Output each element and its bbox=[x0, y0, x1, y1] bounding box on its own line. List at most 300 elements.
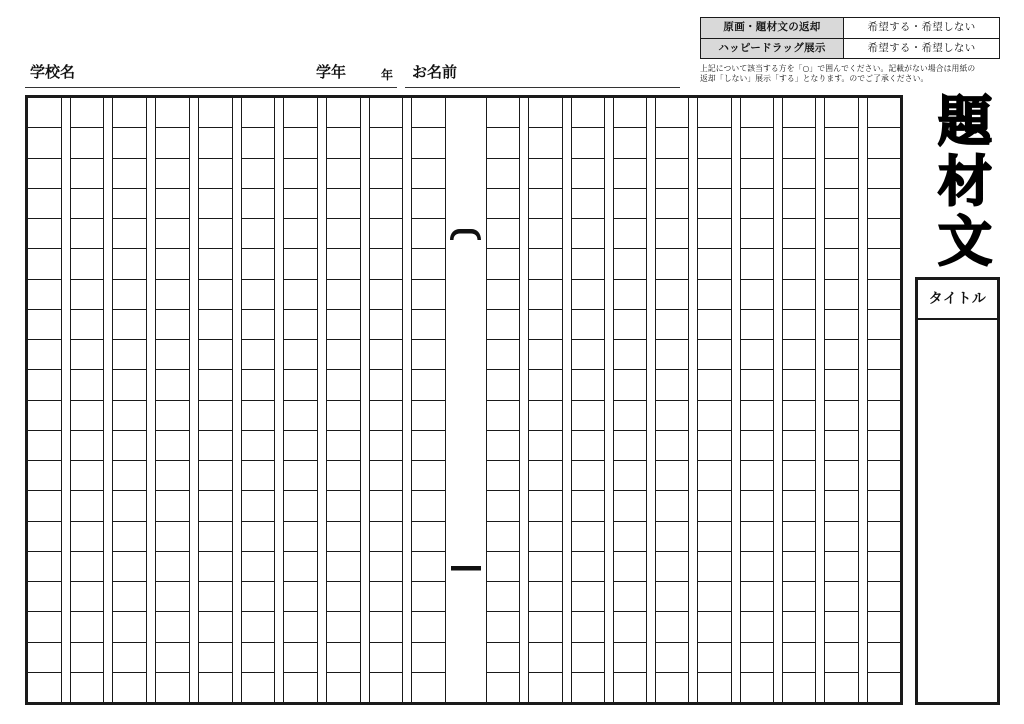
grid-cell[interactable] bbox=[284, 461, 317, 491]
grid-cell[interactable] bbox=[656, 310, 688, 340]
grid-cell[interactable] bbox=[825, 310, 857, 340]
grid-cell[interactable] bbox=[487, 673, 519, 702]
grid-cell[interactable] bbox=[113, 219, 146, 249]
grid-cell[interactable] bbox=[741, 370, 773, 400]
grid-cell[interactable] bbox=[28, 340, 61, 370]
grid-cell[interactable] bbox=[572, 370, 604, 400]
grid-cell[interactable] bbox=[412, 582, 445, 612]
grid-cell[interactable] bbox=[656, 673, 688, 702]
grid-cell[interactable] bbox=[529, 370, 561, 400]
grid-cell[interactable] bbox=[614, 370, 646, 400]
grid-cell[interactable] bbox=[156, 582, 189, 612]
grid-cell[interactable] bbox=[614, 461, 646, 491]
grid-cell[interactable] bbox=[71, 280, 104, 310]
grid-cell[interactable] bbox=[412, 491, 445, 521]
grid-cell[interactable] bbox=[868, 522, 900, 552]
grid-cell[interactable] bbox=[698, 552, 730, 582]
grid-cell[interactable] bbox=[71, 249, 104, 279]
grid-cell[interactable] bbox=[156, 461, 189, 491]
grid-cell[interactable] bbox=[868, 340, 900, 370]
grid-cell[interactable] bbox=[529, 401, 561, 431]
grid-cell[interactable] bbox=[28, 280, 61, 310]
grid-cell[interactable] bbox=[868, 582, 900, 612]
grid-cell[interactable] bbox=[412, 370, 445, 400]
grid-cell[interactable] bbox=[199, 401, 232, 431]
grid-cell[interactable] bbox=[572, 98, 604, 128]
grid-cell[interactable] bbox=[284, 310, 317, 340]
grid-cell[interactable] bbox=[487, 491, 519, 521]
grid-cell[interactable] bbox=[28, 128, 61, 158]
grid-cell[interactable] bbox=[412, 401, 445, 431]
grid-cell[interactable] bbox=[741, 401, 773, 431]
grid-cell[interactable] bbox=[327, 340, 360, 370]
grid-cell[interactable] bbox=[698, 401, 730, 431]
grid-cell[interactable] bbox=[284, 249, 317, 279]
grid-cell[interactable] bbox=[783, 310, 815, 340]
grid-cell[interactable] bbox=[327, 612, 360, 642]
grid-cell[interactable] bbox=[529, 552, 561, 582]
grid-cell[interactable] bbox=[487, 431, 519, 461]
grid-cell[interactable] bbox=[487, 280, 519, 310]
grid-cell[interactable] bbox=[741, 612, 773, 642]
grid-cell[interactable] bbox=[656, 249, 688, 279]
grid-cell[interactable] bbox=[698, 159, 730, 189]
grid-cell[interactable] bbox=[370, 552, 403, 582]
grid-cell[interactable] bbox=[242, 582, 275, 612]
grid-cell[interactable] bbox=[156, 522, 189, 552]
grid-cell[interactable] bbox=[113, 582, 146, 612]
grid-cell[interactable] bbox=[529, 128, 561, 158]
grid-cell[interactable] bbox=[242, 98, 275, 128]
grid-cell[interactable] bbox=[868, 128, 900, 158]
grid-cell[interactable] bbox=[487, 643, 519, 673]
grid-cell[interactable] bbox=[412, 128, 445, 158]
grid-cell[interactable] bbox=[199, 491, 232, 521]
grid-cell[interactable] bbox=[412, 673, 445, 702]
grid-cell[interactable] bbox=[698, 522, 730, 552]
grid-cell[interactable] bbox=[656, 612, 688, 642]
grid-cell[interactable] bbox=[370, 673, 403, 702]
grid-cell[interactable] bbox=[698, 219, 730, 249]
grid-cell[interactable] bbox=[572, 673, 604, 702]
grid-cell[interactable] bbox=[656, 552, 688, 582]
grid-cell[interactable] bbox=[242, 189, 275, 219]
grid-cell[interactable] bbox=[698, 491, 730, 521]
grid-cell[interactable] bbox=[199, 219, 232, 249]
grid-cell[interactable] bbox=[156, 612, 189, 642]
grid-cell[interactable] bbox=[242, 673, 275, 702]
grid-cell[interactable] bbox=[698, 370, 730, 400]
grid-cell[interactable] bbox=[529, 673, 561, 702]
grid-cell[interactable] bbox=[825, 552, 857, 582]
grid-cell[interactable] bbox=[572, 189, 604, 219]
grid-cell[interactable] bbox=[529, 159, 561, 189]
grid-cell[interactable] bbox=[412, 219, 445, 249]
grid-cell[interactable] bbox=[825, 370, 857, 400]
grid-cell[interactable] bbox=[614, 128, 646, 158]
grade-field[interactable] bbox=[349, 65, 379, 86]
grid-cell[interactable] bbox=[327, 249, 360, 279]
grid-cell[interactable] bbox=[656, 522, 688, 552]
grid-cell[interactable] bbox=[412, 98, 445, 128]
grid-cell[interactable] bbox=[199, 673, 232, 702]
grid-cell[interactable] bbox=[529, 219, 561, 249]
grid-cell[interactable] bbox=[572, 128, 604, 158]
grid-cell[interactable] bbox=[284, 401, 317, 431]
grid-cell[interactable] bbox=[529, 582, 561, 612]
grid-cell[interactable] bbox=[242, 340, 275, 370]
grid-cell[interactable] bbox=[783, 128, 815, 158]
grid-cell[interactable] bbox=[156, 491, 189, 521]
grid-cell[interactable] bbox=[28, 522, 61, 552]
grid-cell[interactable] bbox=[156, 340, 189, 370]
grid-cell[interactable] bbox=[327, 552, 360, 582]
grid-cell[interactable] bbox=[614, 280, 646, 310]
grid-cell[interactable] bbox=[868, 98, 900, 128]
grid-cell[interactable] bbox=[71, 310, 104, 340]
grid-cell[interactable] bbox=[572, 582, 604, 612]
grid-cell[interactable] bbox=[741, 128, 773, 158]
grid-cell[interactable] bbox=[825, 612, 857, 642]
grid-cell[interactable] bbox=[370, 128, 403, 158]
grid-cell[interactable] bbox=[529, 431, 561, 461]
grid-cell[interactable] bbox=[242, 431, 275, 461]
grid-cell[interactable] bbox=[698, 249, 730, 279]
grid-cell[interactable] bbox=[825, 340, 857, 370]
grid-cell[interactable] bbox=[614, 219, 646, 249]
grid-cell[interactable] bbox=[487, 98, 519, 128]
grid-cell[interactable] bbox=[487, 128, 519, 158]
grid-cell[interactable] bbox=[529, 189, 561, 219]
grid-cell[interactable] bbox=[656, 582, 688, 612]
grid-cell[interactable] bbox=[825, 582, 857, 612]
grid-cell[interactable] bbox=[284, 219, 317, 249]
grid-cell[interactable] bbox=[370, 189, 403, 219]
grid-cell[interactable] bbox=[572, 491, 604, 521]
grid-cell[interactable] bbox=[327, 159, 360, 189]
grid-cell[interactable] bbox=[614, 98, 646, 128]
grid-cell[interactable] bbox=[199, 612, 232, 642]
grid-cell[interactable] bbox=[614, 159, 646, 189]
grid-cell[interactable] bbox=[370, 340, 403, 370]
grid-cell[interactable] bbox=[783, 431, 815, 461]
grid-cell[interactable] bbox=[614, 491, 646, 521]
grid-cell[interactable] bbox=[825, 673, 857, 702]
grid-cell[interactable] bbox=[412, 431, 445, 461]
grid-cell[interactable] bbox=[199, 370, 232, 400]
grid-cell[interactable] bbox=[529, 280, 561, 310]
grid-cell[interactable] bbox=[614, 431, 646, 461]
grid-cell[interactable] bbox=[327, 98, 360, 128]
grid-cell[interactable] bbox=[156, 159, 189, 189]
grid-cell[interactable] bbox=[656, 189, 688, 219]
grid-cell[interactable] bbox=[242, 491, 275, 521]
grid-cell[interactable] bbox=[656, 431, 688, 461]
grid-cell[interactable] bbox=[327, 431, 360, 461]
grid-cell[interactable] bbox=[242, 249, 275, 279]
grid-cell[interactable] bbox=[28, 370, 61, 400]
grid-cell[interactable] bbox=[741, 159, 773, 189]
grid-cell[interactable] bbox=[327, 673, 360, 702]
grid-cell[interactable] bbox=[113, 128, 146, 158]
grid-cell[interactable] bbox=[868, 643, 900, 673]
grid-cell[interactable] bbox=[783, 461, 815, 491]
grid-cell[interactable] bbox=[327, 643, 360, 673]
grid-cell[interactable] bbox=[242, 643, 275, 673]
grid-cell[interactable] bbox=[868, 673, 900, 702]
grid-cell[interactable] bbox=[741, 98, 773, 128]
grid-cell[interactable] bbox=[199, 249, 232, 279]
grid-cell[interactable] bbox=[656, 370, 688, 400]
grid-cell[interactable] bbox=[242, 522, 275, 552]
grid-cell[interactable] bbox=[71, 128, 104, 158]
grid-cell[interactable] bbox=[284, 98, 317, 128]
grid-cell[interactable] bbox=[284, 189, 317, 219]
grid-cell[interactable] bbox=[370, 612, 403, 642]
grid-cell[interactable] bbox=[156, 431, 189, 461]
grid-cell[interactable] bbox=[113, 522, 146, 552]
grid-cell[interactable] bbox=[656, 280, 688, 310]
grid-cell[interactable] bbox=[614, 612, 646, 642]
grid-cell[interactable] bbox=[825, 189, 857, 219]
grid-cell[interactable] bbox=[783, 522, 815, 552]
grid-cell[interactable] bbox=[412, 643, 445, 673]
grid-cell[interactable] bbox=[487, 189, 519, 219]
grid-cell[interactable] bbox=[529, 491, 561, 521]
grid-cell[interactable] bbox=[868, 159, 900, 189]
grid-cell[interactable] bbox=[242, 280, 275, 310]
grid-cell[interactable] bbox=[242, 219, 275, 249]
grid-cell[interactable] bbox=[113, 431, 146, 461]
grid-cell[interactable] bbox=[868, 612, 900, 642]
grid-cell[interactable] bbox=[28, 582, 61, 612]
grid-cell[interactable] bbox=[242, 128, 275, 158]
grid-cell[interactable] bbox=[199, 461, 232, 491]
grid-cell[interactable] bbox=[741, 189, 773, 219]
grid-cell[interactable] bbox=[698, 643, 730, 673]
grid-cell[interactable] bbox=[327, 189, 360, 219]
grid-cell[interactable] bbox=[242, 461, 275, 491]
grid-cell[interactable] bbox=[370, 643, 403, 673]
grid-cell[interactable] bbox=[741, 219, 773, 249]
grid-cell[interactable] bbox=[572, 552, 604, 582]
grid-cell[interactable] bbox=[741, 340, 773, 370]
grid-cell[interactable] bbox=[868, 401, 900, 431]
grid-cell[interactable] bbox=[327, 219, 360, 249]
grid-cell[interactable] bbox=[572, 219, 604, 249]
grid-cell[interactable] bbox=[529, 249, 561, 279]
grid-cell[interactable] bbox=[487, 461, 519, 491]
grid-cell[interactable] bbox=[614, 340, 646, 370]
grid-cell[interactable] bbox=[572, 461, 604, 491]
grid-cell[interactable] bbox=[71, 643, 104, 673]
grid-cell[interactable] bbox=[412, 522, 445, 552]
grid-cell[interactable] bbox=[284, 673, 317, 702]
grid-cell[interactable] bbox=[825, 431, 857, 461]
grid-cell[interactable] bbox=[614, 522, 646, 552]
grid-cell[interactable] bbox=[572, 431, 604, 461]
grid-cell[interactable] bbox=[113, 673, 146, 702]
grid-cell[interactable] bbox=[71, 491, 104, 521]
grid-cell[interactable] bbox=[284, 643, 317, 673]
grid-cell[interactable] bbox=[28, 673, 61, 702]
grid-cell[interactable] bbox=[572, 522, 604, 552]
grid-cell[interactable] bbox=[113, 98, 146, 128]
grid-cell[interactable] bbox=[572, 643, 604, 673]
grid-cell[interactable] bbox=[825, 98, 857, 128]
grid-cell[interactable] bbox=[28, 159, 61, 189]
grid-cell[interactable] bbox=[698, 461, 730, 491]
grid-cell[interactable] bbox=[572, 612, 604, 642]
grid-cell[interactable] bbox=[327, 461, 360, 491]
grid-cell[interactable] bbox=[156, 128, 189, 158]
grid-cell[interactable] bbox=[71, 98, 104, 128]
grid-cell[interactable] bbox=[156, 643, 189, 673]
grid-cell[interactable] bbox=[370, 401, 403, 431]
grid-cell[interactable] bbox=[825, 522, 857, 552]
grid-cell[interactable] bbox=[656, 98, 688, 128]
grid-cell[interactable] bbox=[487, 582, 519, 612]
grid-cell[interactable] bbox=[370, 491, 403, 521]
grid-cell[interactable] bbox=[199, 189, 232, 219]
grid-cell[interactable] bbox=[783, 643, 815, 673]
grid-cell[interactable] bbox=[572, 401, 604, 431]
grid-cell[interactable] bbox=[825, 461, 857, 491]
grid-cell[interactable] bbox=[529, 340, 561, 370]
grid-cell[interactable] bbox=[783, 159, 815, 189]
grid-cell[interactable] bbox=[741, 522, 773, 552]
grid-cell[interactable] bbox=[656, 643, 688, 673]
grid-cell[interactable] bbox=[741, 673, 773, 702]
grid-cell[interactable] bbox=[487, 159, 519, 189]
grid-cell[interactable] bbox=[741, 431, 773, 461]
grid-cell[interactable] bbox=[825, 491, 857, 521]
grid-cell[interactable] bbox=[71, 370, 104, 400]
grid-cell[interactable] bbox=[327, 401, 360, 431]
grid-cell[interactable] bbox=[242, 370, 275, 400]
grid-cell[interactable] bbox=[412, 552, 445, 582]
grid-cell[interactable] bbox=[370, 249, 403, 279]
grid-cell[interactable] bbox=[698, 431, 730, 461]
grid-cell[interactable] bbox=[71, 159, 104, 189]
grid-cell[interactable] bbox=[370, 159, 403, 189]
option-wish-no[interactable]: 希望しない bbox=[921, 42, 976, 54]
grid-cell[interactable] bbox=[487, 522, 519, 552]
grid-cell[interactable] bbox=[825, 219, 857, 249]
grid-cell[interactable] bbox=[572, 280, 604, 310]
option-wish-yes[interactable]: 希望する bbox=[867, 42, 911, 54]
grid-cell[interactable] bbox=[487, 219, 519, 249]
grid-cell[interactable] bbox=[487, 249, 519, 279]
grid-cell[interactable] bbox=[487, 552, 519, 582]
grid-cell[interactable] bbox=[529, 643, 561, 673]
grid-cell[interactable] bbox=[868, 552, 900, 582]
grid-cell[interactable] bbox=[28, 612, 61, 642]
grid-cell[interactable] bbox=[370, 582, 403, 612]
grid-cell[interactable] bbox=[327, 491, 360, 521]
grid-cell[interactable] bbox=[156, 552, 189, 582]
grid-cell[interactable] bbox=[113, 461, 146, 491]
grid-cell[interactable] bbox=[199, 582, 232, 612]
grid-cell[interactable] bbox=[698, 128, 730, 158]
grid-cell[interactable] bbox=[412, 461, 445, 491]
grid-cell[interactable] bbox=[487, 401, 519, 431]
grid-cell[interactable] bbox=[284, 612, 317, 642]
grid-cell[interactable] bbox=[614, 643, 646, 673]
grid-cell[interactable] bbox=[113, 249, 146, 279]
grid-cell[interactable] bbox=[783, 582, 815, 612]
grid-cell[interactable] bbox=[156, 189, 189, 219]
grid-cell[interactable] bbox=[113, 189, 146, 219]
grid-cell[interactable] bbox=[656, 461, 688, 491]
student-name-field[interactable] bbox=[462, 65, 678, 86]
grid-cell[interactable] bbox=[868, 370, 900, 400]
grid-cell[interactable] bbox=[825, 643, 857, 673]
grid-cell[interactable] bbox=[412, 310, 445, 340]
grid-cell[interactable] bbox=[868, 219, 900, 249]
grid-cell[interactable] bbox=[656, 340, 688, 370]
grid-cell[interactable] bbox=[572, 249, 604, 279]
grid-cell[interactable] bbox=[614, 552, 646, 582]
grid-cell[interactable] bbox=[113, 310, 146, 340]
grid-cell[interactable] bbox=[656, 128, 688, 158]
grid-cell[interactable] bbox=[113, 340, 146, 370]
grid-cell[interactable] bbox=[199, 159, 232, 189]
grid-cell[interactable] bbox=[741, 280, 773, 310]
grid-cell[interactable] bbox=[614, 401, 646, 431]
grid-cell[interactable] bbox=[868, 189, 900, 219]
grid-cell[interactable] bbox=[156, 280, 189, 310]
grid-cell[interactable] bbox=[71, 582, 104, 612]
grid-cell[interactable] bbox=[656, 401, 688, 431]
grid-cell[interactable] bbox=[572, 310, 604, 340]
grid-cell[interactable] bbox=[71, 673, 104, 702]
grid-cell[interactable] bbox=[412, 159, 445, 189]
grid-cell[interactable] bbox=[783, 673, 815, 702]
grid-cell[interactable] bbox=[741, 582, 773, 612]
grid-cell[interactable] bbox=[327, 280, 360, 310]
grid-cell[interactable] bbox=[783, 612, 815, 642]
grid-cell[interactable] bbox=[412, 340, 445, 370]
grid-cell[interactable] bbox=[28, 643, 61, 673]
grid-cell[interactable] bbox=[199, 552, 232, 582]
grid-cell[interactable] bbox=[242, 612, 275, 642]
grid-cell[interactable] bbox=[741, 310, 773, 340]
grid-cell[interactable] bbox=[28, 219, 61, 249]
grid-cell[interactable] bbox=[113, 159, 146, 189]
grid-cell[interactable] bbox=[412, 249, 445, 279]
grid-cell[interactable] bbox=[825, 128, 857, 158]
grid-cell[interactable] bbox=[370, 370, 403, 400]
grid-cell[interactable] bbox=[28, 552, 61, 582]
grid-cell[interactable] bbox=[327, 128, 360, 158]
grid-cell[interactable] bbox=[284, 431, 317, 461]
grid-cell[interactable] bbox=[825, 401, 857, 431]
grid-cell[interactable] bbox=[656, 219, 688, 249]
grid-cell[interactable] bbox=[199, 128, 232, 158]
grid-cell[interactable] bbox=[370, 461, 403, 491]
grid-cell[interactable] bbox=[156, 401, 189, 431]
grid-cell[interactable] bbox=[113, 401, 146, 431]
grid-cell[interactable] bbox=[741, 491, 773, 521]
grid-cell[interactable] bbox=[156, 370, 189, 400]
grid-cell[interactable] bbox=[412, 189, 445, 219]
grid-cell[interactable] bbox=[284, 582, 317, 612]
option-wish-no[interactable]: 希望しない bbox=[921, 21, 976, 33]
grid-cell[interactable] bbox=[327, 370, 360, 400]
grid-cell[interactable] bbox=[284, 128, 317, 158]
grid-cell[interactable] bbox=[327, 522, 360, 552]
